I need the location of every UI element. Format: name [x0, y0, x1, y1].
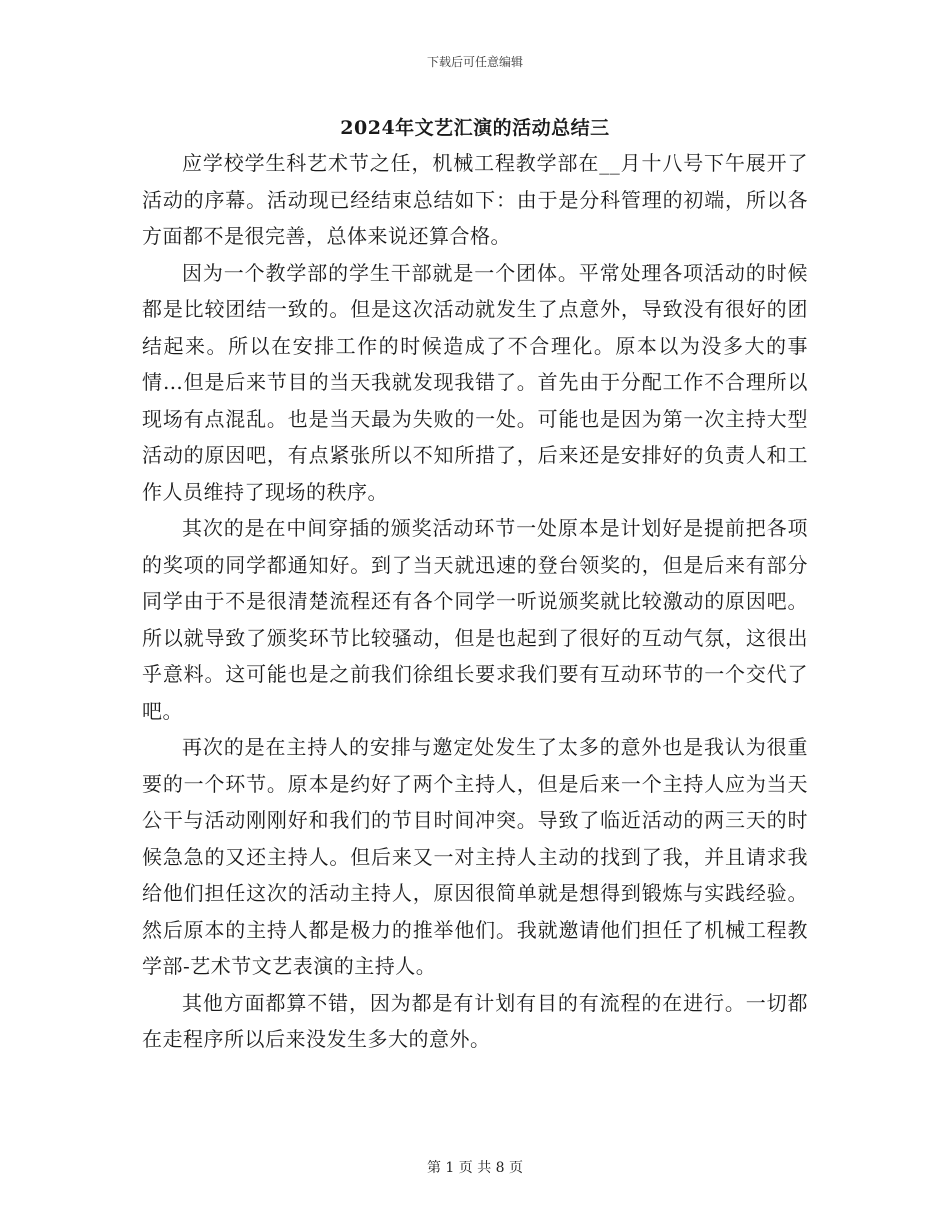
paragraph-5: 其他方面都算不错，因为都是有计划有目的有流程的在进行。一切都在走程序所以后来没发生多大的意外。 — [142, 990, 808, 1051]
page-header-note: 下载后可任意编辑 — [426, 55, 523, 69]
paragraph-3: 其次的是在中间穿插的颁奖活动环节一处原本是计划好是提前把各项的奖项的同学都通知好。到了当天就迅速的登台领奖的，但是后来有部分同学由于不是很清楚流程还有各个同学一听说颁奖就比较激动的原因吧。所以就导致了颁奖环节比较骚动，但是也起到了很好的互动气氛，这很出乎意料。这可能也是之前我们徐组长要求我们要有互动环节的一个交代了吧。 — [142, 516, 808, 723]
page-number: 第 1 页 共 8 页 — [426, 1160, 524, 1176]
document-body — [142, 145, 808, 1058]
document-title: 2024年文艺汇演的活动总结三 — [340, 117, 610, 139]
paragraph-4: 再次的是在主持人的安排与邀定处发生了太多的意外也是我认为很重要的一个环节。原本是约好了两个主持人，但是后来一个主持人应为当天公干与活动刚刚好和我们的节目时间冲突。导致了临近活动的两三天的时候急急的又还主持人。但后来又一对主持人主动的找到了我，并且请求我给他们担任这次的活动主持人，原因很简单就是想得到锻炼与实践经验。然后原本的主持人都是极力的推举他们。我就邀请他们担任了机械工程教学部-艺术节文艺表演的主持人。 — [142, 735, 808, 978]
paragraph-2: 因为一个教学部的学生干部就是一个团体。平常处理各项活动的时候都是比较团结一致的。但是这次活动就发生了点意外，导致没有很好的团结起来。所以在安排工作的时候造成了不合理化。原本以为没多大的事情…但是后来节目的当天我就发现我错了。首先由于分配工作不合理所以现场有点混乱。也是当天最为失败的一处。可能也是因为第一次主持大型活动的原因吧，有点紧张所以不知所措了，后来还是安排好的负责人和工作人员维持了现场的秩序。 — [142, 260, 808, 504]
paragraph-1: 应学校学生科艺术节之任，机械工程教学部在__月十八号下午展开了活动的序幕。活动现已经结束总结如下：由于是分科管理的初端，所以各方面都不是很完善，总体来说还算合格。 — [142, 151, 808, 248]
